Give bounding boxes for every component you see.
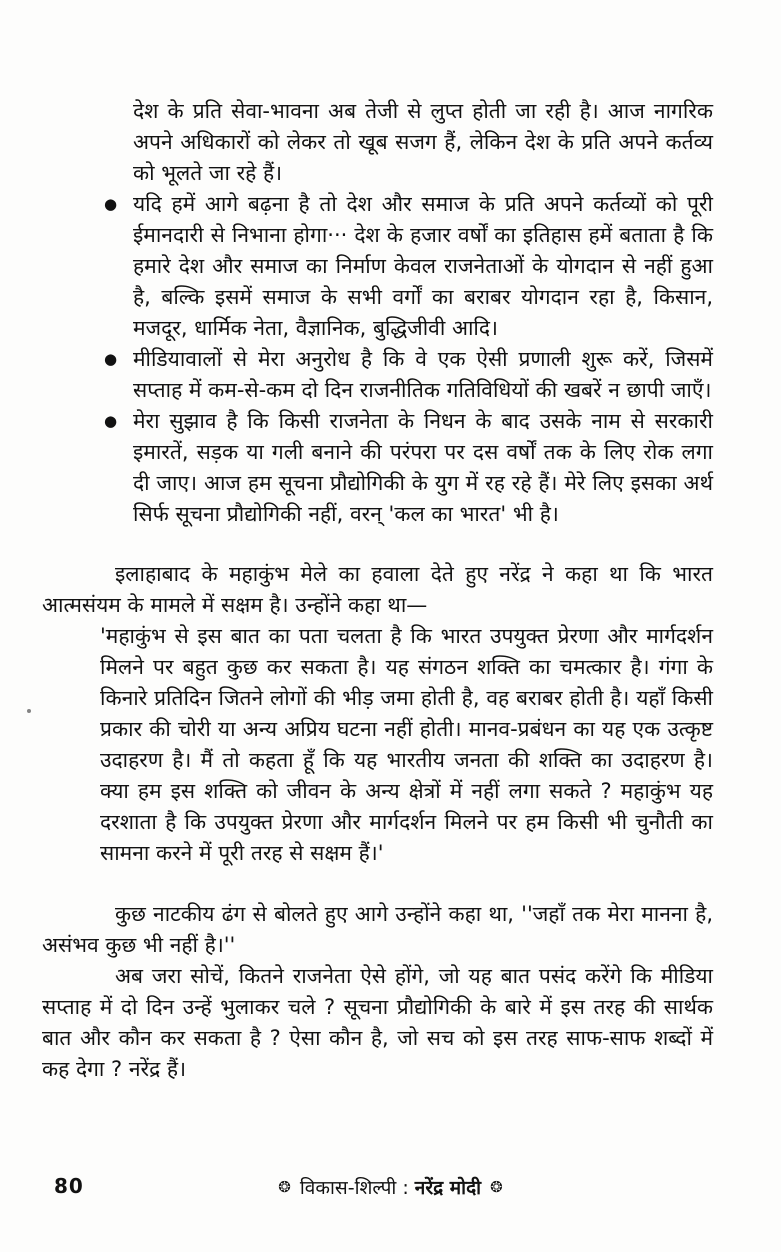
ink-speck: [27, 709, 31, 713]
footer-running-title: विकास-शिल्पी :: [299, 1177, 409, 1199]
page-body-text: [42, 96, 713, 1085]
bullet-item-text: मेरा सुझाव है कि किसी राजनेता के निधन के बाद उसके नाम से सरकारी इमारतें, सड़क या गली बनाने की परंपरा पर दस वर्षों तक के लिए रोक लगा दी जाए। आज हम सूचना प्रौद्योगिकी के युग में रह रहे हैं। मेरे लिए इसका अर्थ सिर्फ सूचना प्रौद्योगिकी नहीं, वरन् 'कल का भारत' भी है।: [133, 409, 713, 526]
bullet-item: [104, 344, 713, 406]
footer-ornament-icon: ❂: [490, 1178, 503, 1196]
bullet-marker-icon: ●: [104, 350, 118, 368]
bullet-item-text: यदि हमें आगे बढ़ना है तो देश और समाज के प्रति अपने कर्तव्यों को पूरी ईमानदारी से निभाना होगा··· देश के हजार वर्षों का इतिहास हमें बताता है कि हमारे देश और समाज का निर्माण केवल राजनेताओं के योगदान से नहीं हुआ है, बल्कि इसमें समाज के सभी वर्गों का बराबर योगदान रहा है, किसान, मजदूर, धार्मिक नेता, वैज्ञानिक, बुद्धिजीवी आदि।: [133, 192, 713, 340]
footer-running-title-bold: नरेंद्र मोदी: [414, 1177, 482, 1199]
bullet-list: [104, 189, 713, 530]
page-footer: [0, 1172, 781, 1206]
paragraph-closing: अब जरा सोचें, कितने राजनेता ऐसे होंगे, जो यह बात पसंद करेंगे कि मीडिया सप्ताह में दो दिन उन्हें भुलाकर चले ? सूचना प्रौद्योगिकी के बारे में इस तरह की सार्थक बात और कौन कर सकता है ? ऐसा कौन है, जो सच को इस तरह साफ-साफ शब्दों में कह देगा ? नरेंद्र हैं।: [42, 964, 713, 1081]
paragraph-dramatic: कुछ नाटकीय ढंग से बोलते हुए आगे उन्होंने कहा था, ''जहाँ तक मेरा मानना है, असंभव कुछ भी नहीं है।'': [42, 902, 713, 957]
footer-ornament-icon: ❂: [278, 1178, 291, 1196]
page-number: 80: [54, 1174, 84, 1198]
block-quote: 'महाकुंभ से इस बात का पता चलता है कि भारत उपयुक्त प्रेरणा और मार्गदर्शन मिलने पर बहुत कुछ कर सकता है। यह संगठन शक्ति का चमत्कार है। गंगा के किनारे प्रतिदिन जितने लोगों की भीड़ जमा होती है, वह बराबर होती है। यहाँ किसी प्रकार की चोरी या अन्य अप्रिय घटना नहीं होती। मानव-प्रबंधन का यह एक उत्कृष्ट उदाहरण है। मैं तो कहता हूँ कि यह भारतीय जनता की शक्ति का उदाहरण है। क्या हम इस शक्ति को जीवन के अन्य क्षेत्रों में नहीं लगा सकते ? महाकुंभ यह दरशाता है कि उपयुक्त प्रेरणा और मार्गदर्शन मिलने पर हम किसी भी चुनौती का सामना करने में पूरी तरह से सक्षम हैं।': [100, 624, 713, 865]
running-footer: [0, 1174, 781, 1200]
bullet-item: [104, 406, 713, 530]
bullet-item: [104, 189, 713, 344]
bullet-item-text: मीडियावालों से मेरा अनुरोध है कि वे एक ऐसी प्रणाली शुरू करें, जिसमें सप्ताह में कम-से-कम दो दिन राजनीतिक गतिविधियों की खबरें न छापी जाएँ।: [133, 347, 713, 402]
bullet-marker-icon: ●: [104, 195, 118, 213]
bullet-continuation-text: देश के प्रति सेवा-भावना अब तेजी से लुप्त होती जा रही है। आज नागरिक अपने अधिकारों को लेकर तो खूब सजग हैं, लेकिन देश के प्रति अपने कर्तव्य को भूलते जा रहे हैं।: [133, 99, 713, 185]
bullet-marker-icon: ●: [104, 412, 118, 430]
bullet-list-block: [104, 96, 713, 530]
paragraph-intro: इलाहाबाद के महाकुंभ मेले का हवाला देते हुए नरेंद्र ने कहा था कि भारत आत्मसंयम के मामले में सक्षम है। उन्होंने कहा था—: [42, 562, 713, 617]
